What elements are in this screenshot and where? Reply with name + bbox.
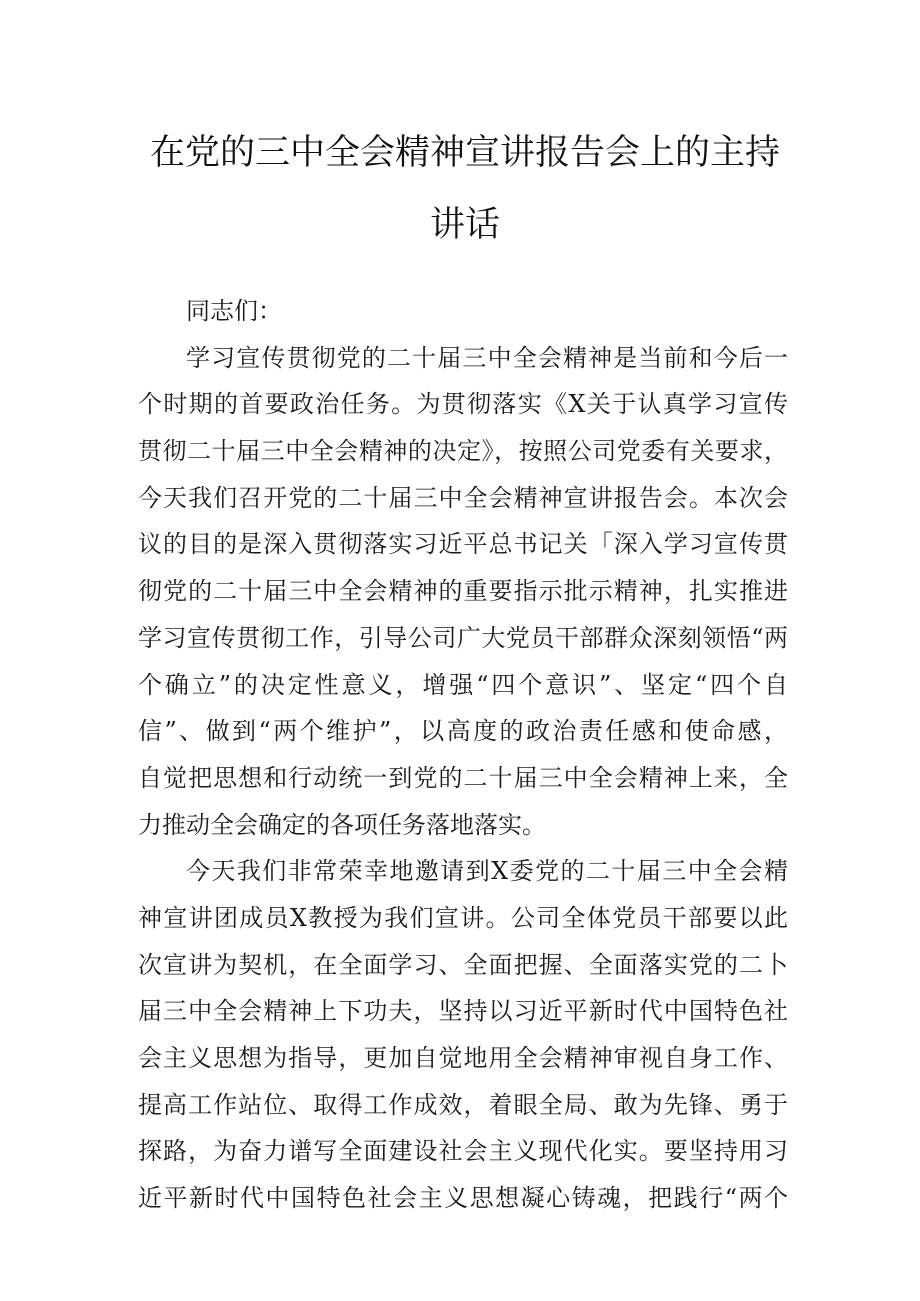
document-body <box>138 288 788 1222</box>
paragraph-line: 近平新时代中国特色社会主义思想凝心铸魂，把践行“两个 <box>138 1184 788 1213</box>
paragraph-line: 议的目的是深入贯彻落实习近平总书记关「深入学习宣传贯 <box>138 530 788 559</box>
paragraph-line: 贯彻二十届三中全会精神的决定》，按照公司党委有关要求， <box>138 437 788 466</box>
paragraph-line: 会主义思想为指导，更加自觉地用全会精神审视自身工作、 <box>138 1044 788 1072</box>
document-title-line-2: 讲话 <box>429 205 500 245</box>
paragraph-line: 自觉把思想和行动统一到党的二十届三中全会精神上来，全 <box>138 763 788 792</box>
paragraph-line: 学习宣传贯彻工作，引导公司广大党员干部群众深刻领悟“两 <box>138 623 788 652</box>
paragraph-line: 神宣讲团成员X教授为我们宣讲。公司全体党员干部要以此 <box>138 903 788 932</box>
paragraph-line: 次宣讲为契机，在全面学习、全面把握、全面落实党的二卜 <box>138 950 788 979</box>
paragraph-line: 提高工作站位、取得工作成效，着眼全局、敢为先锋、勇于 <box>138 1090 788 1119</box>
paragraph-line: 学习宣传贯彻党的二十届三中全会精神是当前和今后一 <box>186 343 788 372</box>
paragraph-line: 今天我们召开党的二十届三中全会精神宣讲报告会。本次会 <box>138 483 788 512</box>
paragraph-line: 今天我们非常荣幸地邀请到X委党的二十届三中全会精 <box>186 857 788 886</box>
paragraph-line: 探路，为奋力谱写全面建设社会主义现代化实。要坚持用习 <box>138 1137 788 1166</box>
greeting: 同志们： <box>186 297 282 325</box>
paragraph-line: 信”、做到“两个维护”，以高度的政治责任感和使命感， <box>138 717 788 746</box>
paragraph-line-last: 力推动全会确定的各项任务落地落实。 <box>138 810 546 839</box>
paragraph-line: 个确立”的决定性意义，增强“四个意识”、坚定“四个自 <box>138 670 788 699</box>
paragraph-line: 个时期的首要政治任务。为贯彻落实《X关于认真学习宣传 <box>138 390 788 419</box>
paragraph-line: 彻党的二十届三中全会精神的重要指示批示精神，扎实推进 <box>138 577 788 606</box>
paragraph-line: 届三中全会精神上下功夫，坚持以习近平新时代中国特色社 <box>138 997 788 1026</box>
document-title-line-1: 在党的三中全会精神宣讲报告会上的主持 <box>149 133 780 173</box>
